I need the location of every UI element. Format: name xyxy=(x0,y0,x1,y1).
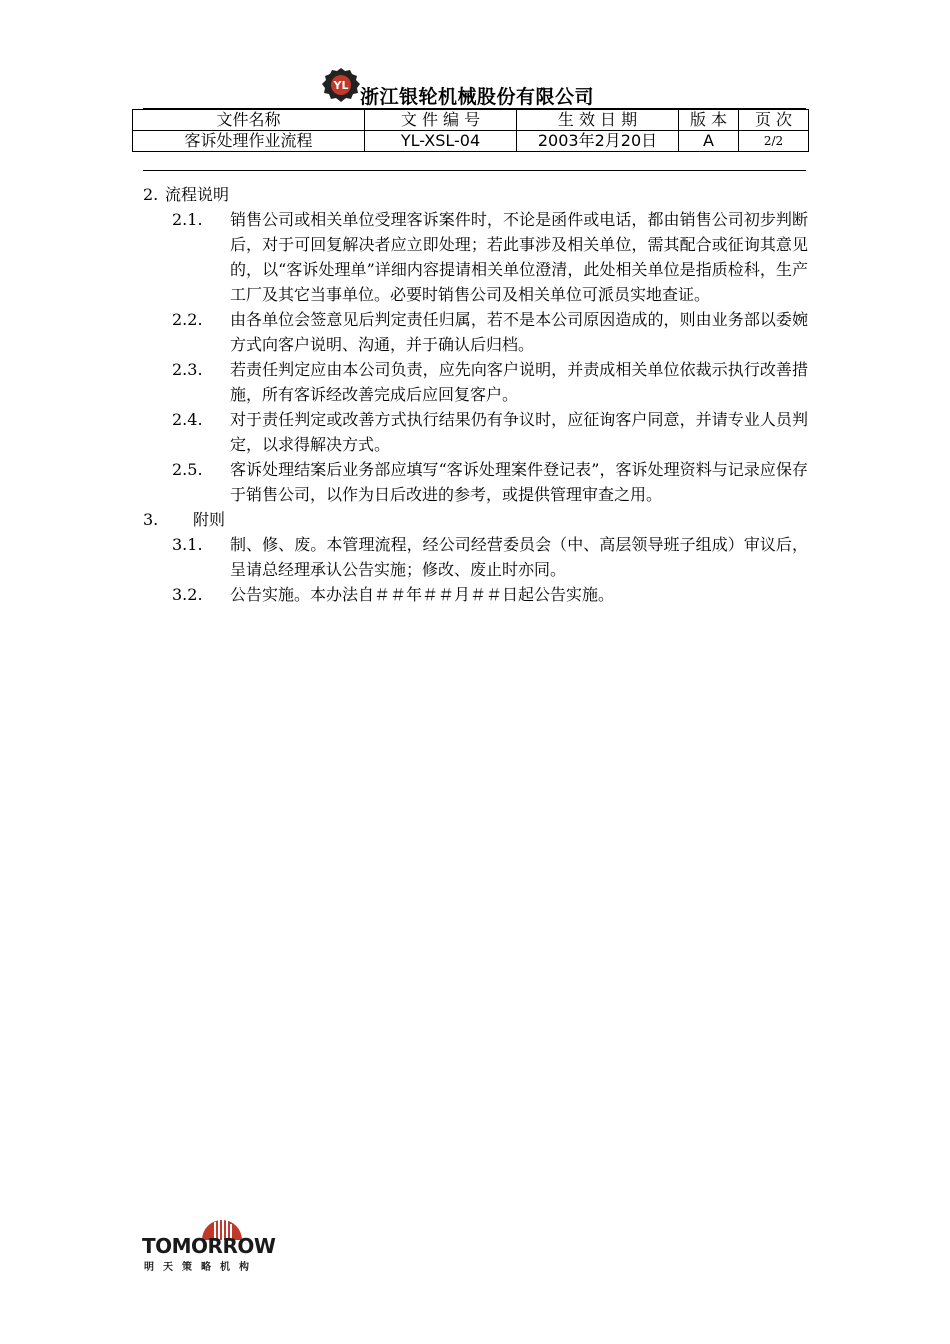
logo-text: TOMORROW xyxy=(142,1234,276,1258)
list-item xyxy=(143,207,808,307)
logo-subtitle: 明天策略机构 xyxy=(144,1262,258,1273)
company-logo-icon xyxy=(322,68,360,102)
list-item xyxy=(143,357,808,407)
page-number: 2/2 xyxy=(739,131,809,152)
label-page: 页 次 xyxy=(739,110,809,131)
header-rule-bottom xyxy=(143,170,806,171)
item-text: 对于责任判定或改善方式执行结果仍有争议时，应征询客户同意，并请专业人员判定，以求得解决方式。 xyxy=(230,410,808,454)
svg-text:YL: YL xyxy=(333,79,349,92)
section-number: 3. xyxy=(143,510,159,529)
document-header-table xyxy=(132,109,809,152)
doc-code: YL-XSL-04 xyxy=(365,131,517,152)
header-value-row xyxy=(133,131,809,152)
company-name: 浙江银轮机械股份有限公司 xyxy=(360,86,595,108)
section-title: 附则 xyxy=(193,510,226,529)
item-text: 客诉处理结案后业务部应填写“客诉处理案件登记表”，客诉处理资料与记录应保存于销售公司，以作为日后改进的参考，或提供管理审查之用。 xyxy=(230,460,808,504)
section-number: 2. xyxy=(143,185,159,204)
list-item xyxy=(143,532,808,582)
item-text: 公告实施。本办法自＃＃年＃＃月＃＃日起公告实施。 xyxy=(230,585,615,604)
list-item xyxy=(143,307,808,357)
label-version: 版 本 xyxy=(679,110,739,131)
item-text: 由各单位会签意见后判定责任归属，若不是本公司原因造成的，则由业务部以委婉方式向客户说明、沟通，并于确认后归档。 xyxy=(230,310,808,354)
effective-date: 2003年2月20日 xyxy=(517,131,679,152)
header-label-row xyxy=(133,110,809,131)
list-item xyxy=(143,457,808,507)
version: A xyxy=(679,131,739,152)
item-text: 制、修、废。本管理流程，经公司经营委员会（中、高层领导班子组成）审议后，呈请总经理承认公告实施；修改、废止时亦同。 xyxy=(230,535,808,579)
list-item xyxy=(143,407,808,457)
section-title: 流程说明 xyxy=(165,185,230,204)
item-number: 3.2. xyxy=(172,585,203,604)
item-text: 若责任判定应由本公司负责，应先向客户说明，并责成相关单位依裁示执行改善措施，所有客诉经改善完成后应回复客户。 xyxy=(230,360,808,404)
label-effective-date: 生 效 日 期 xyxy=(517,110,679,131)
label-doc-code: 文 件 编 号 xyxy=(365,110,517,131)
section-heading xyxy=(143,507,808,532)
section-heading xyxy=(143,182,808,207)
item-text: 销售公司或相关单位受理客诉案件时，不论是函件或电话，都由销售公司初步判断后，对于可回复解决者应立即处理；若此事涉及相关单位，需其配合或征询其意见的，以“客诉处理单”详细内容提请相关单位澄清，此处相关单位是指质检科，生产工厂及其它当事单位。必要时销售公司及相关单位可派员实地查证。 xyxy=(230,210,808,304)
list-item xyxy=(143,582,808,607)
document-body xyxy=(143,182,808,607)
label-doc-name: 文件名称 xyxy=(133,110,365,131)
item-number: 2.2. xyxy=(172,310,203,329)
item-number: 2.4. xyxy=(172,410,203,429)
item-number: 2.5. xyxy=(172,460,203,479)
item-number: 2.1. xyxy=(172,210,203,229)
footer-logo xyxy=(142,1212,304,1274)
item-number: 3.1. xyxy=(172,535,203,554)
item-number: 2.3. xyxy=(172,360,203,379)
doc-name: 客诉处理作业流程 xyxy=(133,131,365,152)
